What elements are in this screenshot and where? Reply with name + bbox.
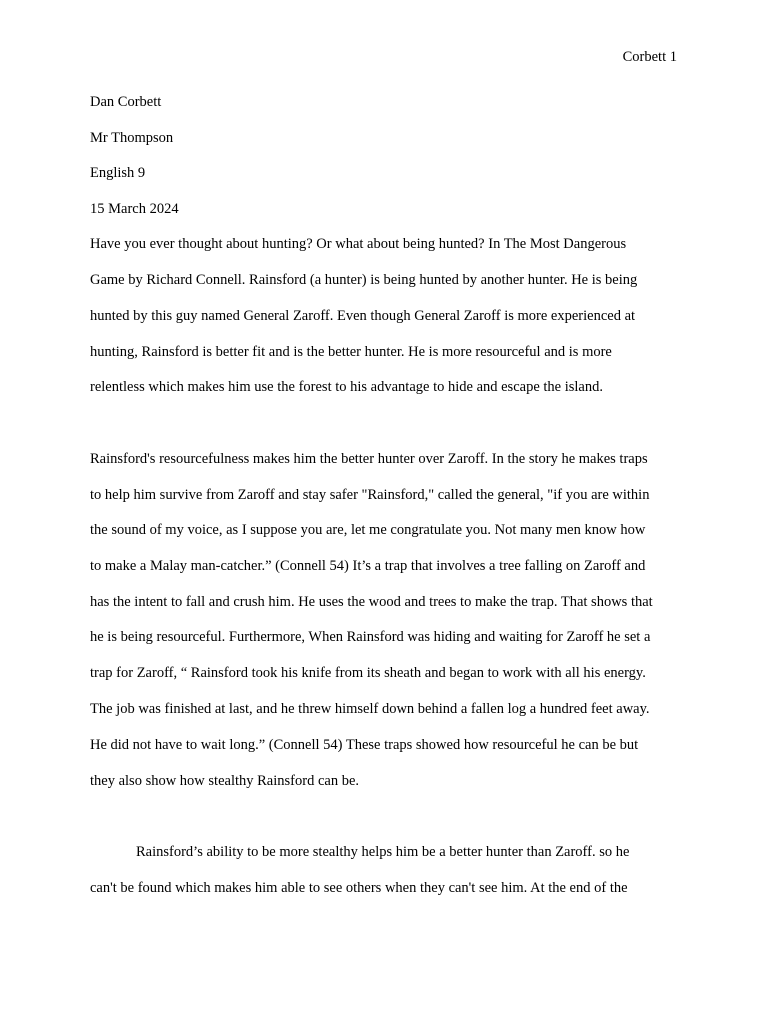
paragraph-line: relentless which makes him use the forest to his advantage to hide and escape the island.: [90, 379, 603, 395]
student-name: Dan Corbett: [90, 94, 162, 110]
paragraph-line: to make a Malay man-catcher.” (Connell 54) It’s a trap that involves a tree falling on Zaroff and: [90, 558, 646, 574]
paragraph-line: Have you ever thought about hunting? Or what about being hunted? In The Most Dangerous: [90, 236, 627, 252]
essay-date: 15 March 2024: [90, 201, 179, 217]
paragraph-line: trap for Zaroff, “ Rainsford took his knife from its sheath and began to work with all his energy.: [90, 665, 646, 681]
paragraph-line: to help him survive from Zaroff and stay safer "Rainsford," called the general, "if you are within: [90, 487, 650, 503]
paragraph-line: can't be found which makes him able to see others when they can't see him. At the end of the: [90, 880, 628, 896]
paragraph-line: He did not have to wait long.” (Connell 54) These traps showed how resourceful he can be but: [90, 737, 639, 753]
paragraph-line: the sound of my voice, as I suppose you are, let me congratulate you. Not many men know how: [90, 522, 646, 538]
paragraph-line: Rainsford’s ability to be more stealthy helps him be a better hunter than Zaroff. so he: [136, 844, 630, 860]
teacher-name: Mr Thompson: [90, 130, 174, 146]
paragraph-line: Game by Richard Connell. Rainsford (a hunter) is being hunted by another hunter. He is being: [90, 272, 638, 288]
paragraph-line: he is being resourceful. Furthermore, When Rainsford was hiding and waiting for Zaroff he set a: [90, 629, 651, 645]
paragraph-line: The job was finished at last, and he threw himself down behind a fallen log a hundred feet away.: [90, 701, 650, 717]
paragraph-line: Rainsford's resourcefulness makes him the better hunter over Zaroff. In the story he makes traps: [90, 451, 648, 467]
paragraph-line: has the intent to fall and crush him. He uses the wood and trees to make the trap. That shows that: [90, 594, 653, 610]
running-head: Corbett 1: [622, 49, 677, 65]
paragraph-line: hunted by this guy named General Zaroff. Even though General Zaroff is more experienced at: [90, 308, 636, 324]
paragraph-line: hunting, Rainsford is better fit and is the better hunter. He is more resourceful and is more: [90, 344, 612, 360]
course-name: English 9: [90, 165, 146, 181]
paragraph-line: they also show how stealthy Rainsford can be.: [90, 773, 360, 789]
